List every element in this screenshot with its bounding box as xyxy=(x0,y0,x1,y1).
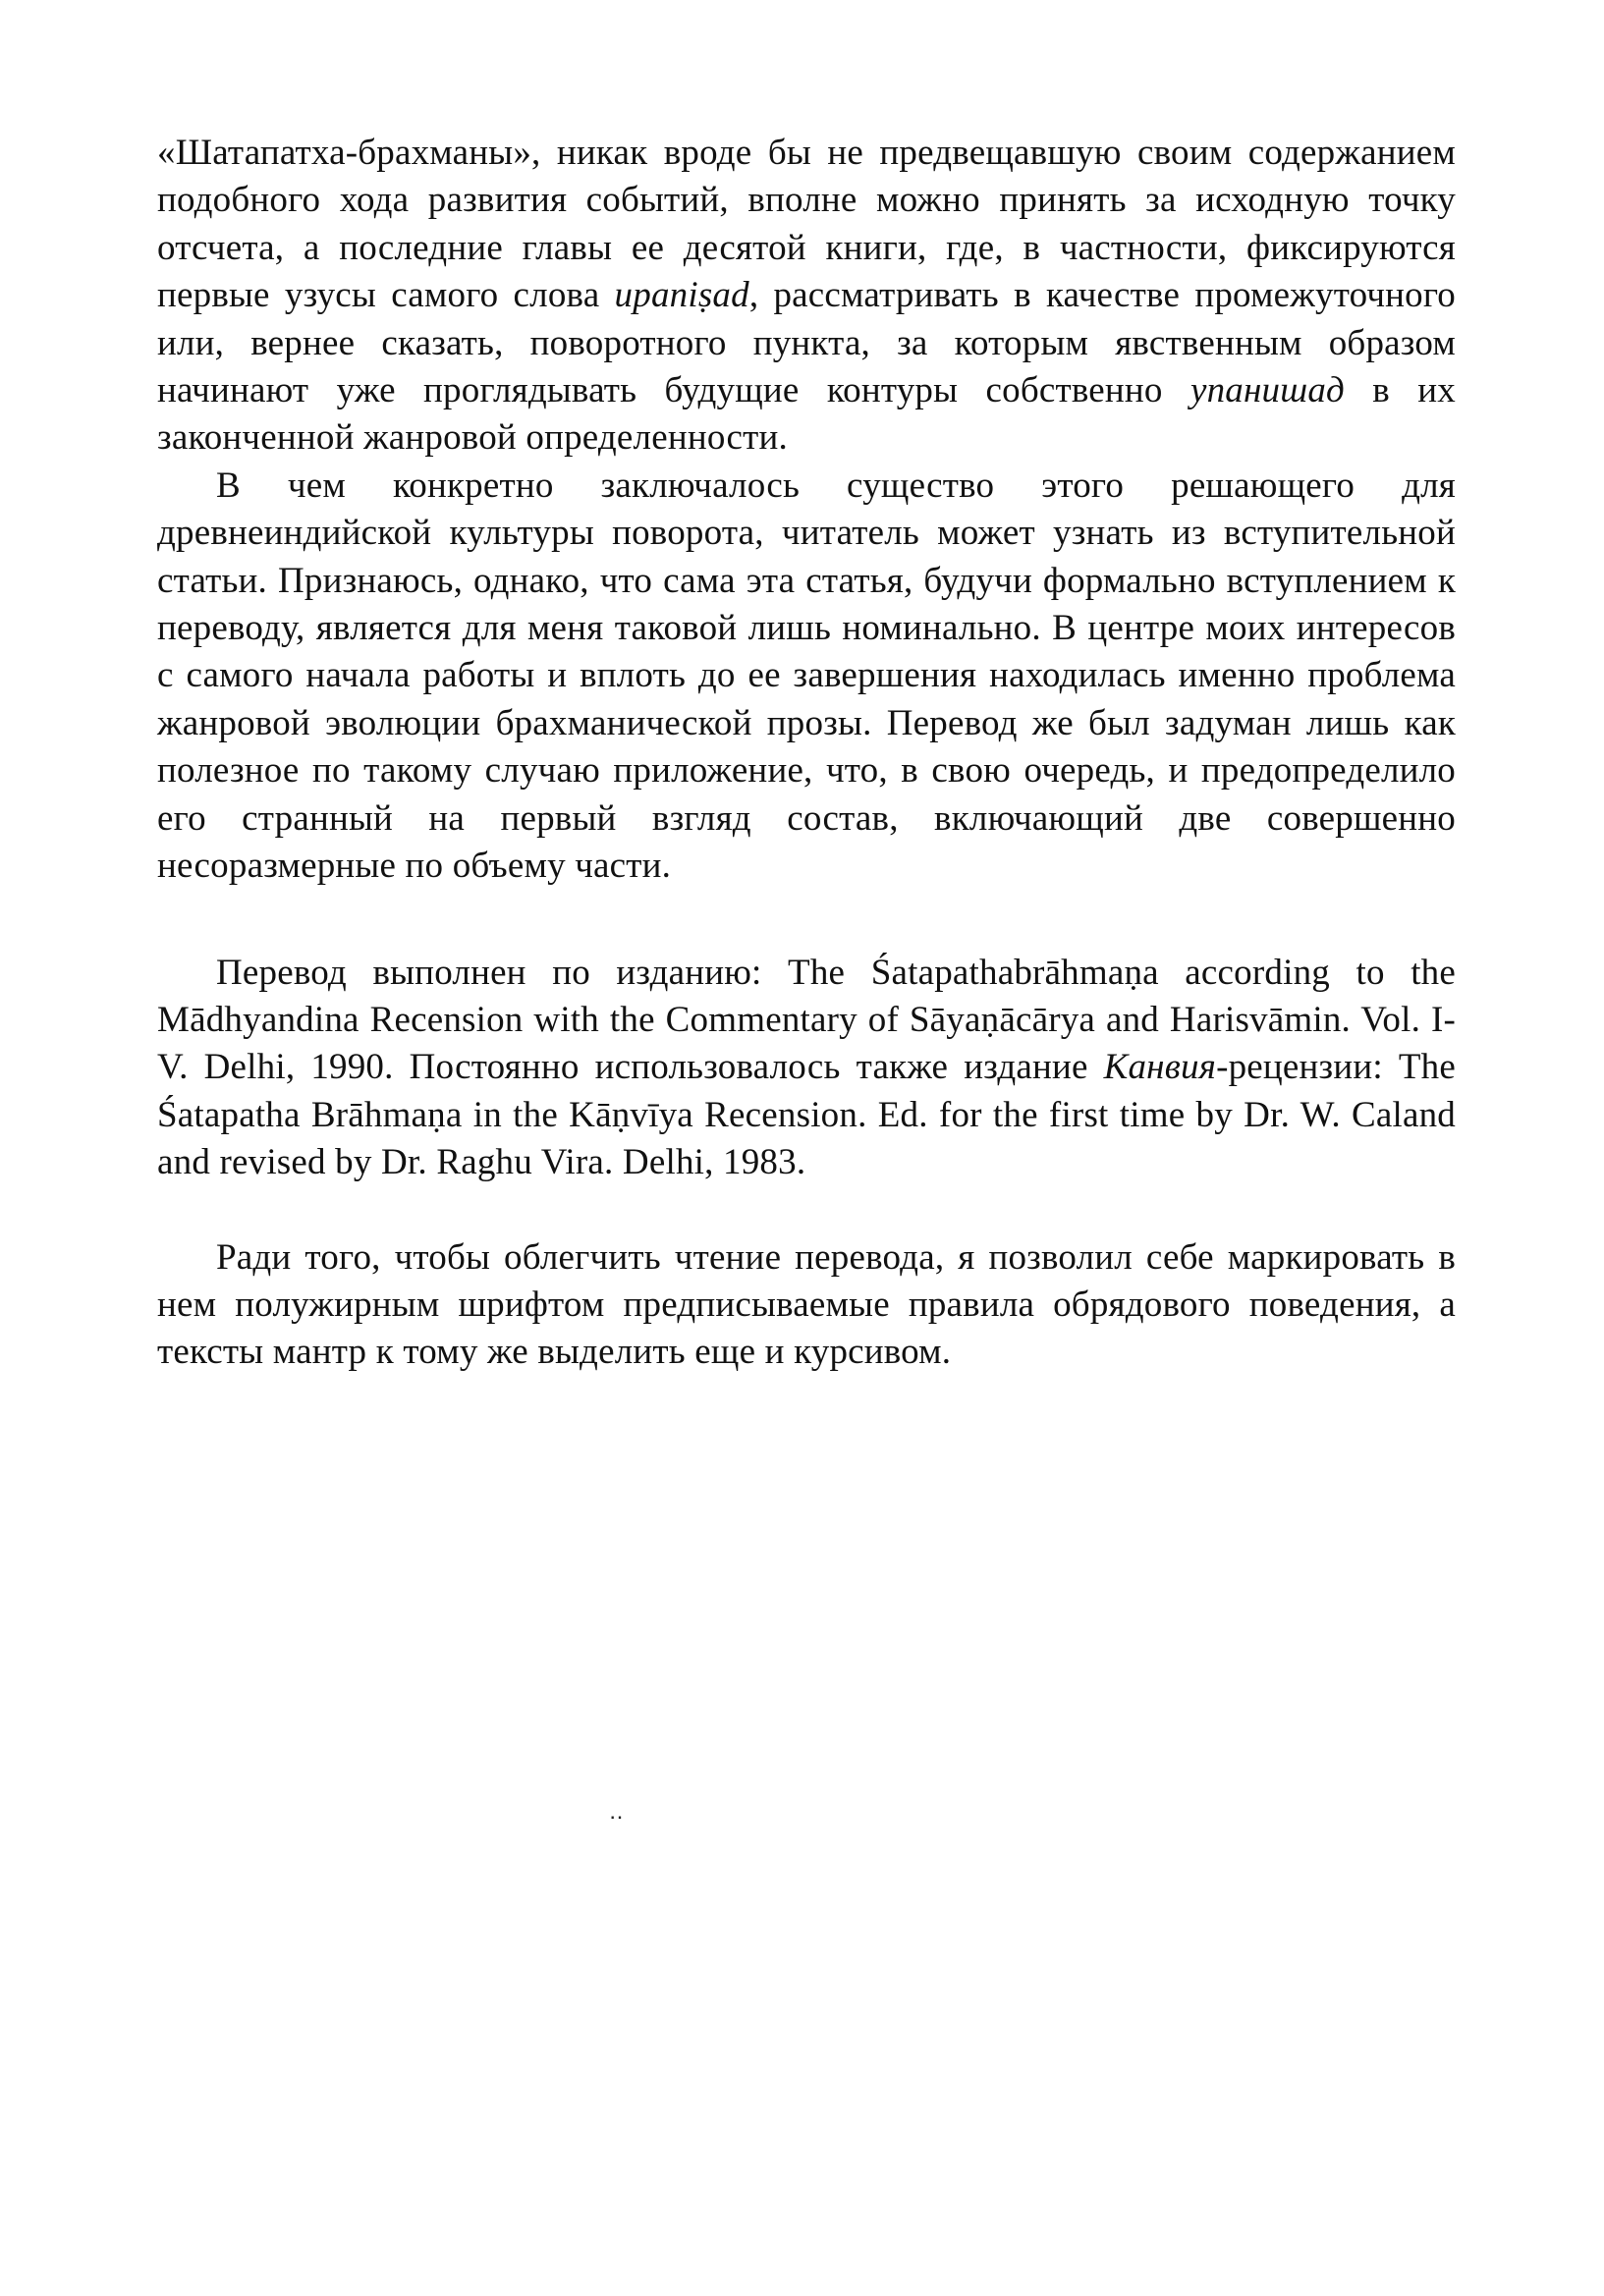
paragraph-3-text-c: -рецензии: The Śatapatha Brāhmaṇa in the Kāṇvīya Recension. Ed. for the first time by Dr. W. Caland and revised by Dr. Raghu Vira. Delhi, 1983. xyxy=(157,1047,1456,1183)
paragraph-1-text-c: , рассматривать в качестве промежуточного или, вернее сказать, поворотного пункта, за которым явственным образом начинают уже проглядывать будущие контуры собственно xyxy=(157,275,1456,411)
paragraph-1 xyxy=(157,130,1456,463)
paragraph-1-text-a: «Шатапатха-брахманы», никак вроде бы не предвещавшую своим содержанием подобного хода развития событий, вполне можно принять за исходную точку отсчета, а последние главы ее десятой книги, где, в частности, фиксируются первые узусы самого слова xyxy=(157,133,1456,316)
term-upanisad-latin: upaniṣad xyxy=(614,275,749,316)
document-page xyxy=(157,130,1456,1377)
term-upanishad-cyrillic: упанишад xyxy=(1189,370,1345,411)
term-kanviya: Канвия xyxy=(1103,1047,1217,1088)
paragraph-1-text-e: в их законченной жанровой определенности. xyxy=(157,370,1456,459)
paragraph-2: В чем конкретно заключалось существо этого решающего для древнеиндийской культуры поворота, читатель может узнать из вступительной статьи. Признаюсь, однако, что сама эта статья, будучи формально вступлением к переводу, является для меня таковой лишь номинально. В центре моих интересов с самого начала работы и вплоть до ее завершения находилась именно проблема жанровой эволюции брахманической прозы. Перевод же был задуман лишь как полезное по такому случаю приложение, что, в свою очередь, и предопределило его странный на первый взгляд состав, включающий две совершенно несоразмерные по объему части. xyxy=(157,465,1456,887)
paragraph-3 xyxy=(157,950,1456,1187)
page-mark: ‥ xyxy=(609,1799,624,1824)
paragraph-3-text-a: Перевод выполнен по изданию: The Śatapathabrāhmaṇa according to the Mādhyandina Recension with the Commentary of Sāyaṇācārya and Harisvāmin. Vol. I-V. Delhi, 1990. Постоянно использовалось также издание xyxy=(157,952,1456,1088)
paragraph-4: Ради того, чтобы облегчить чтение перевода, я позволил себе маркировать в нем полужирным шрифтом предписываемые правила обрядового поведения, а тексты мантр к тому же выделить еще и курсивом. xyxy=(157,1236,1456,1373)
